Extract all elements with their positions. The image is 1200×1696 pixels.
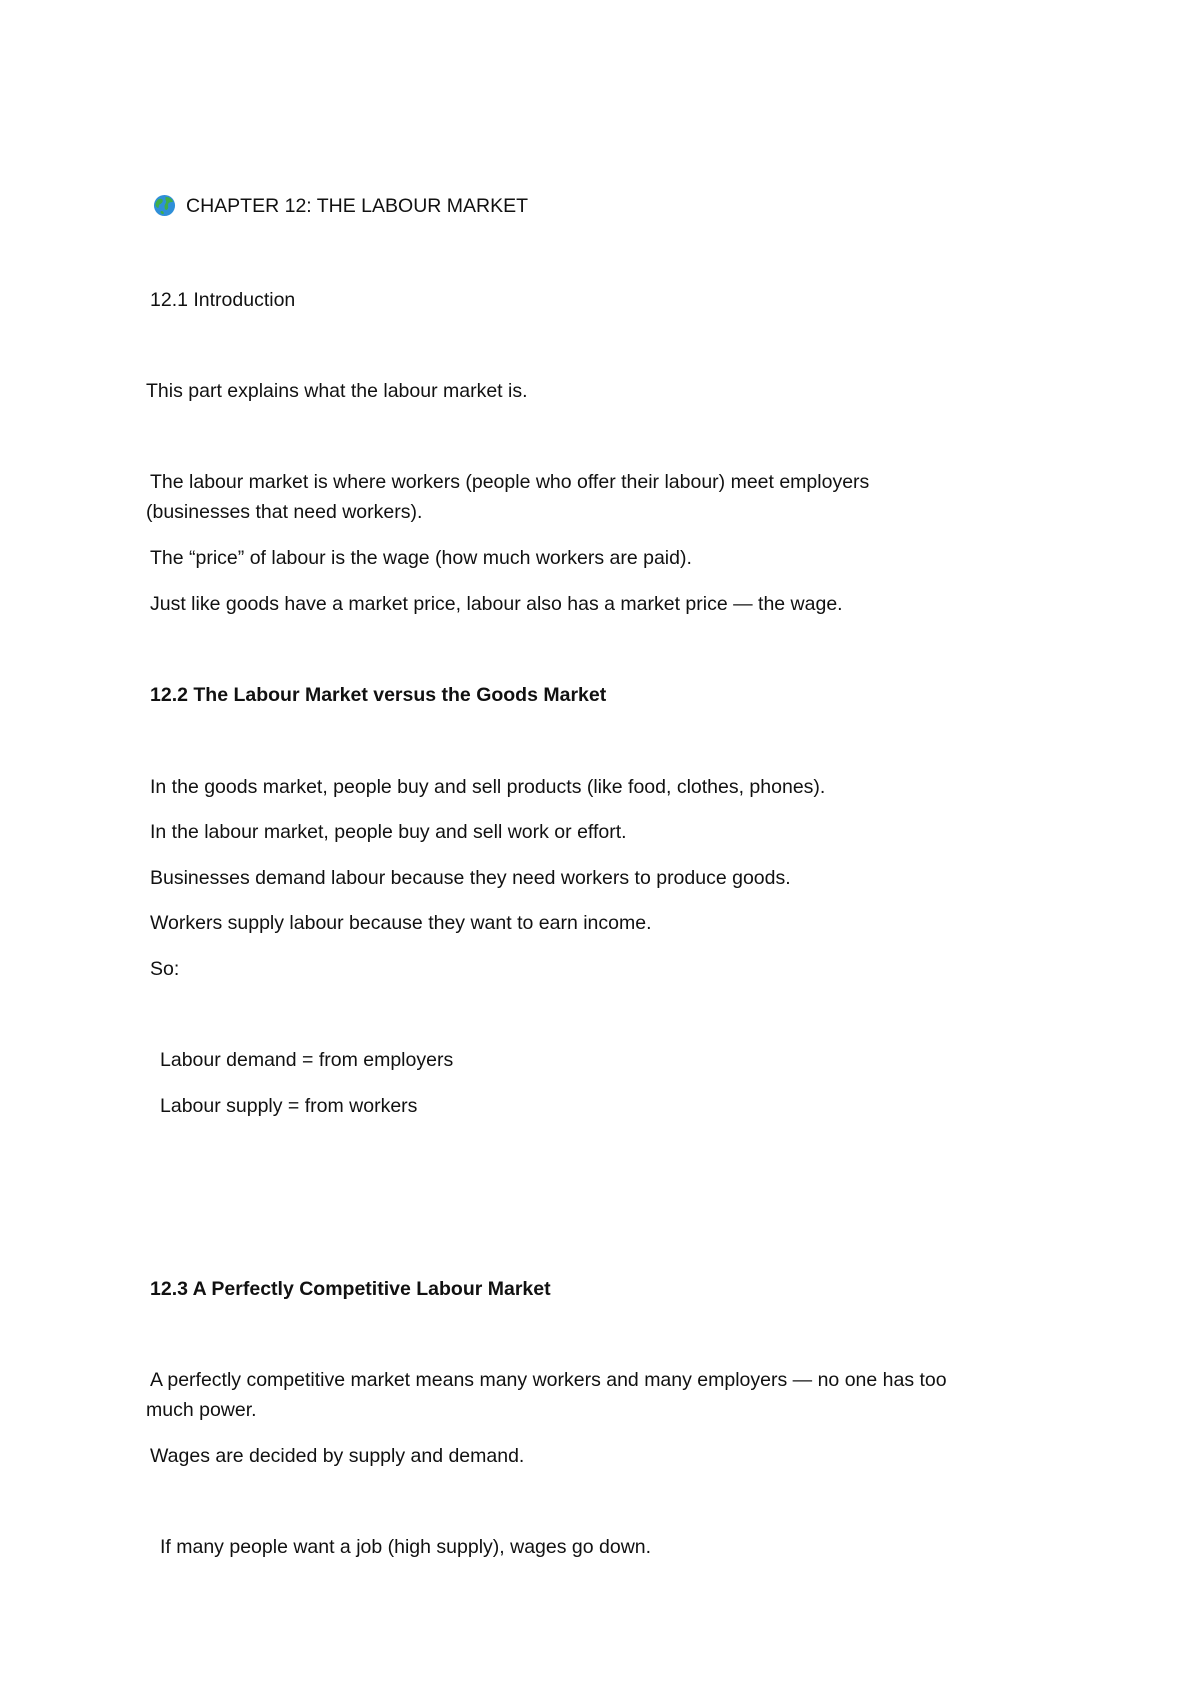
bullet-point-text: If many people want a job (high supply), wages go down. [160,1536,652,1558]
paragraph-line: So: [150,958,180,980]
summary-line: Labour supply = from workers [160,1095,418,1117]
paragraph-line: The “price” of labour is the wage (how much workers are paid). [150,547,692,569]
section-12-2-heading: 12.2 The Labour Market versus the Goods Market [150,684,607,706]
globe-icon [153,194,176,217]
section-12-3-heading: 12.3 A Perfectly Competitive Labour Market [150,1278,551,1300]
paragraph-line: A perfectly competitive market means many workers and many employers — no one has too [150,1369,947,1391]
paragraph-line: In the labour market, people buy and sell work or effort. [150,821,627,843]
paragraph-line: Businesses demand labour because they need workers to produce goods. [150,867,791,889]
paragraph-line: Wages are decided by supply and demand. [150,1445,525,1467]
paragraph-line: (businesses that need workers). [146,501,423,523]
section-12-1-heading: 12.1 Introduction [150,289,296,311]
chapter-title: CHAPTER 12: THE LABOUR MARKET [186,195,529,217]
intro-text: This part explains what the labour market is. [146,380,528,402]
paragraph-line: Workers supply labour because they want to earn income. [150,912,652,934]
paragraph-line: In the goods market, people buy and sell products (like food, clothes, phones). [150,776,826,798]
summary-line: Labour demand = from employers [160,1049,454,1071]
paragraph-line: Just like goods have a market price, labour also has a market price — the wage. [150,593,843,615]
paragraph-line: The labour market is where workers (people who offer their labour) meet employers [150,471,870,493]
paragraph-line: much power. [146,1399,257,1421]
